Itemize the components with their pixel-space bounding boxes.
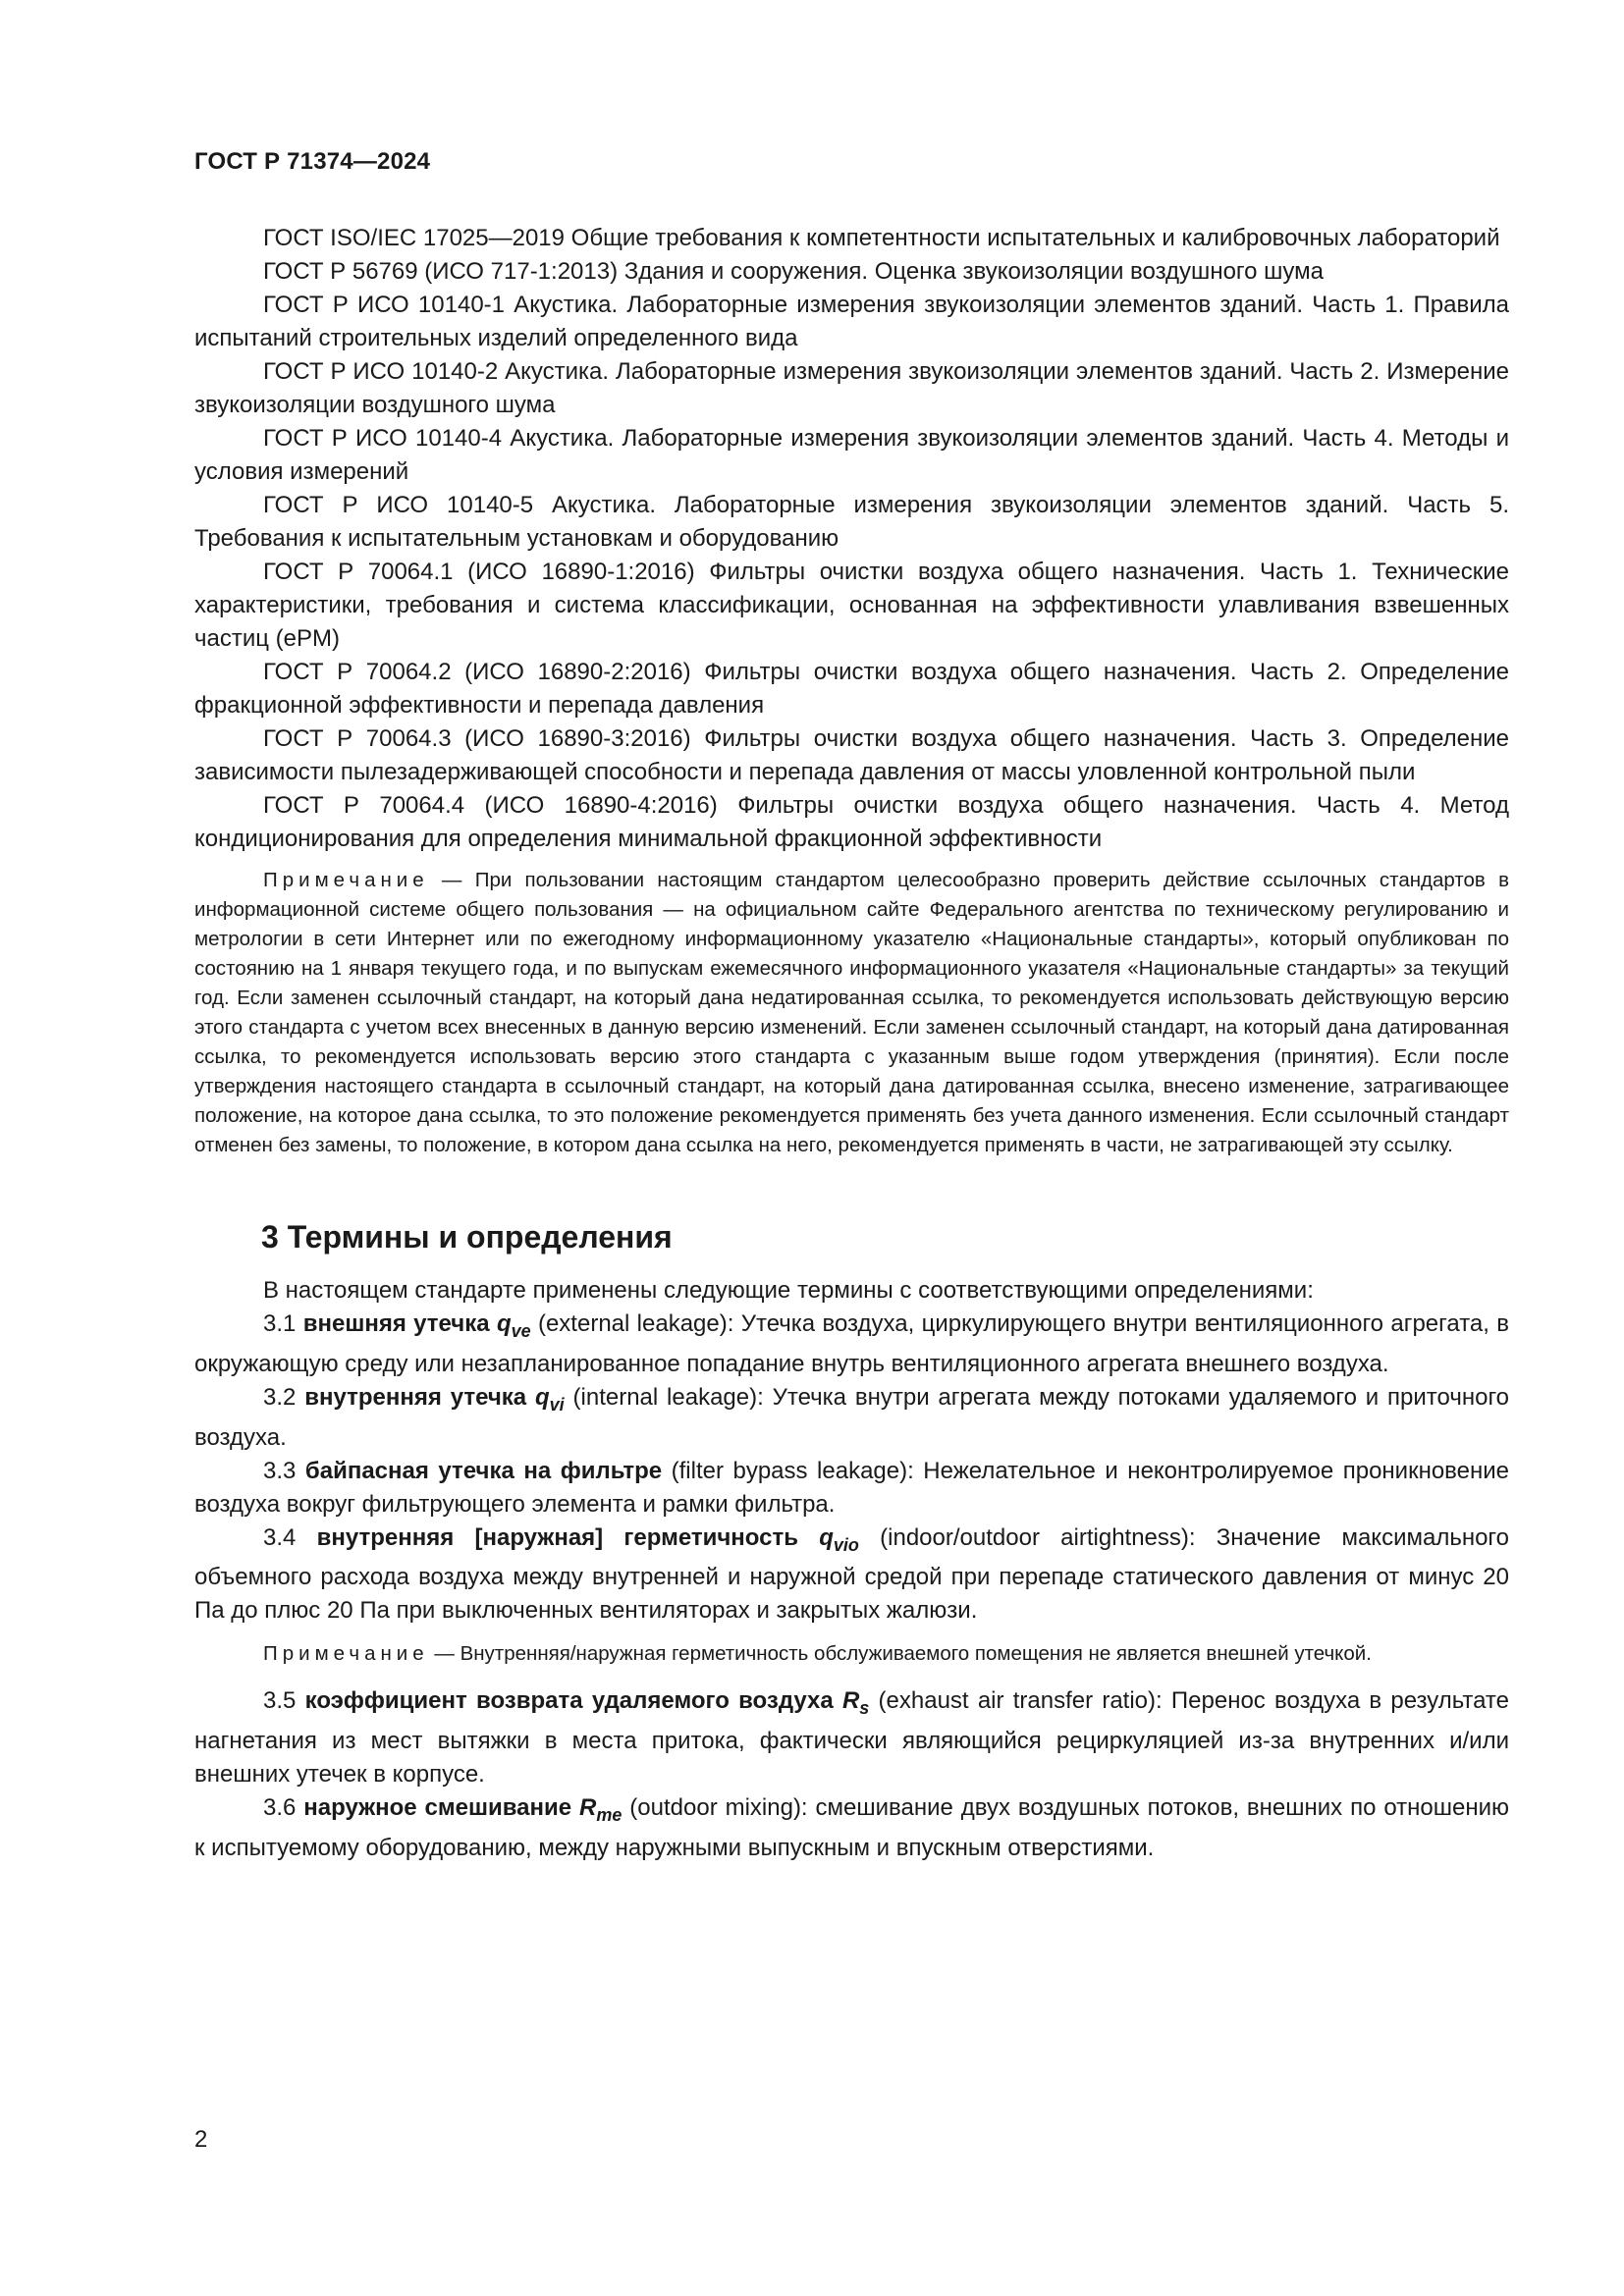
section-intro: В настоящем стандарте применены следующие термины с соответствующими определениями: bbox=[263, 1277, 1314, 1304]
reference-item: ГОСТ Р 70064.3 (ИСО 16890-3:2016) Фильтры очистки воздуха общего назначения. Часть 3. Определение зависимости пылезадерживающей способности и перепада давления от массы уловленной контрольной пыли bbox=[194, 725, 1509, 785]
note-text: Внутренняя/наружная герметичность обслуживаемого помещения не является внешней утечкой. bbox=[460, 1642, 1372, 1666]
term-number: 3.4 bbox=[263, 1523, 297, 1551]
term-symbol: $R_{me}$ bbox=[579, 1794, 623, 1825]
reference-item: ГОСТ Р 70064.1 (ИСО 16890-1:2016) Фильтры очистки воздуха общего назначения. Часть 1. Технические характеристики, требования и система классификации, основанная на эффективности улавливания взвешенных частиц (ePM) bbox=[194, 559, 1509, 652]
note-label: Примечание bbox=[263, 1642, 429, 1666]
term-text: (filter bypass leakage): Нежелательное и неконтролируемое проникновение воздуха вокруг фильтрующего элемента и рамки фильтра. bbox=[194, 1457, 1510, 1518]
term-name: байпасная утечка на фильтре bbox=[304, 1457, 663, 1484]
term-definition bbox=[194, 1522, 1509, 1629]
reference-item: ГОСТ Р 56769 (ИСО 717-1:2013) Здания и сооружения. Оценка звукоизоляции воздушного шума bbox=[263, 258, 1324, 285]
note-dash: — bbox=[428, 1642, 460, 1666]
reference-item: ГОСТ Р ИСО 10140-1 Акустика. Лабораторные измерения звукоизоляции элементов зданий. Часть 1. Правила испытаний строительных изделий определенного вида bbox=[194, 292, 1509, 351]
document-header: ГОСТ Р 71374—2024 bbox=[194, 148, 431, 175]
term-text: (internal leakage): Утечка внутри агрегата между потоками удаляемого и приточного воздуха. bbox=[194, 1383, 1510, 1451]
term-number: 3.5 bbox=[263, 1687, 297, 1715]
term-number: 3.2 bbox=[263, 1383, 297, 1411]
term-name: внутренняя [наружная] герметичность bbox=[316, 1523, 799, 1551]
term-number: 3.6 bbox=[263, 1794, 297, 1822]
reference-item: ГОСТ ISO/IEC 17025—2019 Общие требования к компетентности испытательных и калибровочных лабораторий bbox=[263, 225, 1500, 251]
term-definition bbox=[194, 1455, 1509, 1522]
note-label: Примечание bbox=[263, 869, 429, 891]
reference-item: ГОСТ Р 70064.4 (ИСО 16890-4:2016) Фильтры очистки воздуха общего назначения. Часть 4. Метод кондиционирования для определения минимальной фракционной эффективности bbox=[194, 792, 1509, 852]
term-text: (external leakage): Утечка воздуха, циркулирующего внутри вентиляционного агрегата, в окружающую среду или незапланированное попадание внутрь вентиляционного агрегата внешнего воздуха. bbox=[194, 1310, 1510, 1377]
term-symbol: $R_s$ bbox=[841, 1687, 870, 1719]
reference-item: ГОСТ Р ИСО 10140-4 Акустика. Лабораторные измерения звукоизоляции элементов зданий. Часть 4. Методы и условия измерений bbox=[194, 425, 1509, 485]
term-definition bbox=[194, 1791, 1509, 1865]
note-term bbox=[194, 1639, 1509, 1669]
note-references bbox=[194, 866, 1509, 1160]
term-name: внутренняя утечка bbox=[304, 1383, 527, 1411]
note-dash: — bbox=[428, 869, 475, 891]
reference-item: ГОСТ Р ИСО 10140-5 Акустика. Лабораторные измерения звукоизоляции элементов зданий. Часть 5. Требования к испытательным установкам и оборудованию bbox=[194, 492, 1509, 552]
term-symbol: $q_{vio}$ bbox=[819, 1523, 859, 1555]
page-number: 2 bbox=[194, 2126, 208, 2153]
reference-item: ГОСТ Р 70064.2 (ИСО 16890-2:2016) Фильтры очистки воздуха общего назначения. Часть 2. Определение фракционной эффективности и перепада давления bbox=[194, 659, 1509, 719]
term-number: 3.1 bbox=[263, 1310, 297, 1337]
term-name: коэффициент возврата удаляемого воздуха bbox=[304, 1687, 834, 1715]
term-name: наружное смешивание bbox=[303, 1794, 572, 1822]
term-definition bbox=[194, 1381, 1509, 1455]
reference-item: ГОСТ Р ИСО 10140-2 Акустика. Лабораторные измерения звукоизоляции элементов зданий. Часть 2. Измерение звукоизоляции воздушного шума bbox=[194, 358, 1509, 418]
term-text: (outdoor mixing): смешивание двух воздушных потоков, внешних по отношению к испытуемому оборудованию, между наружными выпускным и впускным отверстиями. bbox=[194, 1794, 1509, 1861]
term-symbol: $q_{vi}$ bbox=[535, 1383, 565, 1415]
term-text: (exhaust air transfer ratio): Перенос воздуха в результате нагнетания из мест вытяжки в места притока, фактически являющийся рециркуляцией из-за внутренних и/или внешних утечек в корпусе. bbox=[194, 1687, 1510, 1789]
term-definition bbox=[194, 1308, 1509, 1381]
term-number: 3.3 bbox=[263, 1457, 297, 1484]
section-title: 3 Термины и определения bbox=[261, 1219, 673, 1255]
term-symbol: $q_{ve}$ bbox=[496, 1310, 531, 1341]
term-name: внешняя утечка bbox=[302, 1310, 490, 1337]
term-text: (indoor/outdoor airtightness): Значение максимального объемного расхода воздуха между внутренней и наружной средой при перепаде статического давления от минус 20 Па до плюс 20 Па при выключенных вентиляторах и закрытых жалюзи. bbox=[194, 1523, 1509, 1625]
term-definition bbox=[194, 1684, 1509, 1791]
note-text: При пользовании настоящим стандартом целесообразно проверить действие ссылочных стандартов в информационной системе общего пользования — на официальном сайте Федерального агентства по техническому регулированию и метрологии в сети Интернет или по ежегодному информационному указателю «Национальные стандарты», который опубликован по состоянию на 1 января текущего года, и по выпускам ежемесячного информационного указателя «Национальные стандарты» за текущий год. Если заменен ссылочный стандарт, на который дана недатированная ссылка, то рекомендуется использовать действующую версию этого стандарта с учетом всех внесенных в данную версию изменений. Если заменен ссылочный стандарт, на который дана датированная ссылка, то рекомендуется использовать версию этого стандарта с указанным выше годом утверждения (принятия). Если после утверждения настоящего стандарта в ссылочный стандарт, на который дана датированная ссылка, внесено изменение, затрагивающее положение, на которое дана ссылка, то это положение рекомендуется применять без учета данного изменения. Если ссылочный стандарт отменен без замены, то положение, в котором дана ссылка на него, рекомендуется применять в части, не затрагивающей эту ссылку. bbox=[194, 869, 1509, 1156]
document-body bbox=[194, 222, 1509, 1865]
